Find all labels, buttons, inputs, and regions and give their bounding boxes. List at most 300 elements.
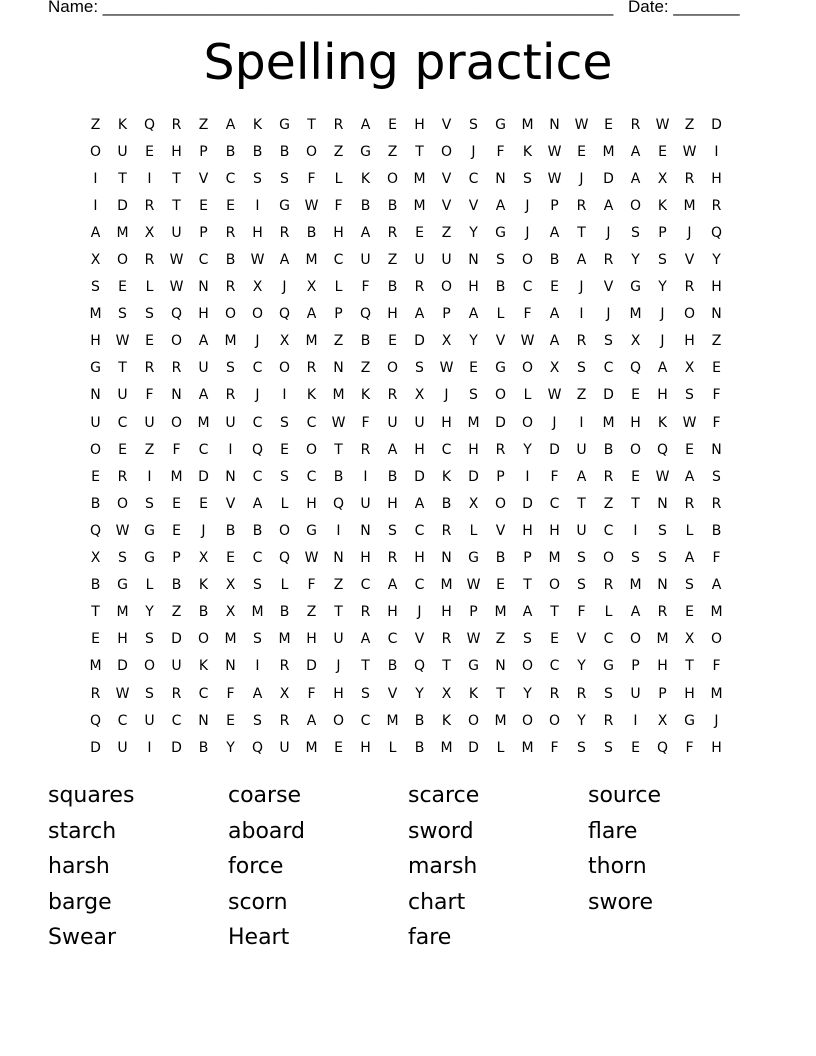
grid-letter: R xyxy=(171,360,182,377)
grid-letter: U xyxy=(360,495,371,512)
grid-letter: Q xyxy=(656,739,669,756)
grid-letter: G xyxy=(279,197,290,214)
grid-letter: O xyxy=(521,658,534,675)
grid-letter: V xyxy=(684,252,695,269)
grid-letter: G xyxy=(117,577,128,594)
grid-letter: T xyxy=(118,170,127,187)
grid-letter: G xyxy=(144,522,155,539)
grid-letter: J xyxy=(660,333,665,350)
grid-letter: O xyxy=(116,252,129,269)
grid-letter: R xyxy=(279,224,290,241)
grid-letter: J xyxy=(336,658,341,675)
grid-letter: A xyxy=(360,224,371,241)
grid-letter: C xyxy=(603,360,614,377)
grid-letter: S xyxy=(388,522,397,539)
grid-letter: Z xyxy=(576,387,587,404)
grid-letter: C xyxy=(549,495,560,512)
grid-letter: R xyxy=(171,116,182,133)
grid-letter: F xyxy=(496,143,505,160)
word-bank-item: sword xyxy=(408,818,474,844)
grid-letter: T xyxy=(307,116,316,133)
grid-letter: Z xyxy=(333,577,344,594)
grid-letter: V xyxy=(468,197,479,214)
grid-letter: W xyxy=(466,577,481,594)
word-bank-item: harsh xyxy=(48,854,110,880)
grid-letter: I xyxy=(255,658,260,675)
word-bank-item: thorn xyxy=(588,854,647,880)
grid-letter: W xyxy=(115,333,130,350)
grid-letter: C xyxy=(522,279,533,296)
grid-letter: W xyxy=(682,143,697,160)
word-bank-item: scorn xyxy=(228,889,288,915)
grid-letter: B xyxy=(90,577,101,594)
grid-letter: D xyxy=(468,468,479,485)
grid-letter: F xyxy=(361,279,370,296)
grid-letter: P xyxy=(199,224,208,241)
grid-letter: X xyxy=(90,252,101,269)
grid-letter: G xyxy=(684,712,695,729)
grid-letter: B xyxy=(360,333,371,350)
grid-letter: S xyxy=(712,468,721,485)
grid-letter: A xyxy=(252,495,263,512)
grid-letter: C xyxy=(198,685,209,702)
grid-letter: E xyxy=(550,279,559,296)
grid-letter: W xyxy=(250,252,265,269)
grid-letter: B xyxy=(252,143,263,160)
grid-letter: M xyxy=(170,468,183,485)
grid-letter: R xyxy=(225,387,236,404)
grid-letter: N xyxy=(657,577,668,594)
grid-letter: C xyxy=(117,712,128,729)
grid-letter: U xyxy=(117,739,128,756)
grid-letter: R xyxy=(576,333,587,350)
grid-letter: D xyxy=(522,495,533,512)
grid-letter: L xyxy=(496,306,505,323)
grid-letter: E xyxy=(199,197,208,214)
grid-letter: O xyxy=(548,577,561,594)
grid-letter: A xyxy=(657,360,668,377)
grid-letter: M xyxy=(251,604,264,621)
grid-letter: A xyxy=(549,306,560,323)
grid-letter: C xyxy=(468,170,479,187)
grid-letter: E xyxy=(604,116,613,133)
grid-letter: T xyxy=(577,224,586,241)
word-bank-item: chart xyxy=(408,889,466,915)
grid-letter: E xyxy=(172,495,181,512)
grid-letter: N xyxy=(225,468,236,485)
grid-letter: B xyxy=(333,468,344,485)
grid-letter: J xyxy=(525,197,530,214)
grid-letter: D xyxy=(549,441,560,458)
grid-letter: F xyxy=(712,414,721,431)
grid-letter: A xyxy=(711,577,722,594)
grid-letter: Y xyxy=(577,658,586,675)
grid-letter: X xyxy=(468,495,479,512)
grid-letter: D xyxy=(306,658,317,675)
grid-letter: E xyxy=(631,387,640,404)
grid-letter: L xyxy=(280,495,289,512)
grid-letter: M xyxy=(548,550,561,567)
grid-letter: Z xyxy=(603,495,614,512)
grid-letter: S xyxy=(469,116,478,133)
grid-letter: H xyxy=(360,550,371,567)
grid-letter: N xyxy=(711,441,722,458)
grid-letter: S xyxy=(631,224,640,241)
grid-letter: S xyxy=(280,170,289,187)
grid-letter: D xyxy=(603,170,614,187)
grid-letter: U xyxy=(171,224,182,241)
grid-letter: T xyxy=(334,604,343,621)
grid-letter: X xyxy=(225,604,236,621)
grid-letter: B xyxy=(198,604,209,621)
grid-letter: G xyxy=(495,360,506,377)
grid-letter: S xyxy=(523,631,532,648)
grid-letter: H xyxy=(549,522,560,539)
grid-letter: F xyxy=(145,387,154,404)
grid-letter: J xyxy=(660,306,665,323)
grid-letter: E xyxy=(469,360,478,377)
grid-letter: H xyxy=(414,441,425,458)
grid-letter: R xyxy=(684,170,695,187)
grid-letter: J xyxy=(606,224,611,241)
grid-letter: R xyxy=(90,685,101,702)
grid-letter: V xyxy=(198,170,209,187)
grid-letter: E xyxy=(685,604,694,621)
grid-letter: J xyxy=(552,414,557,431)
grid-letter: J xyxy=(687,224,692,241)
grid-letter: K xyxy=(657,414,668,431)
grid-letter: E xyxy=(118,441,127,458)
grid-letter: Q xyxy=(278,306,291,323)
grid-letter: U xyxy=(414,414,425,431)
grid-letter: B xyxy=(387,197,398,214)
grid-letter: W xyxy=(655,468,670,485)
grid-letter: G xyxy=(495,116,506,133)
grid-letter: V xyxy=(441,170,452,187)
grid-letter: D xyxy=(468,739,479,756)
word-bank-item: swore xyxy=(588,889,654,915)
grid-letter: M xyxy=(521,116,534,133)
grid-letter: S xyxy=(496,252,505,269)
grid-letter: K xyxy=(441,468,452,485)
grid-letter: A xyxy=(225,116,236,133)
grid-letter: A xyxy=(360,631,371,648)
grid-letter: L xyxy=(523,387,532,404)
grid-letter: R xyxy=(603,468,614,485)
grid-letter: C xyxy=(225,170,236,187)
grid-letter: R xyxy=(144,197,155,214)
grid-letter: M xyxy=(89,658,102,675)
grid-letter: M xyxy=(197,414,210,431)
grid-letter: U xyxy=(90,414,101,431)
grid-letter: P xyxy=(496,468,505,485)
grid-letter: B xyxy=(225,252,236,269)
grid-letter: H xyxy=(468,279,479,296)
grid-letter: V xyxy=(414,631,425,648)
grid-letter: G xyxy=(360,143,371,160)
grid-letter: S xyxy=(253,170,262,187)
grid-letter: S xyxy=(253,631,262,648)
grid-letter: W xyxy=(655,116,670,133)
grid-letter: M xyxy=(386,712,399,729)
grid-letter: Y xyxy=(469,333,478,350)
grid-letter: M xyxy=(629,577,642,594)
grid-letter: I xyxy=(228,441,233,458)
word-bank-item: Heart xyxy=(228,925,290,951)
grid-letter: O xyxy=(521,252,534,269)
grid-letter: V xyxy=(441,197,452,214)
grid-letter: C xyxy=(252,414,263,431)
grid-letter: A xyxy=(576,252,587,269)
grid-letter: O xyxy=(251,306,264,323)
grid-letter: H xyxy=(387,495,398,512)
grid-letter: A xyxy=(684,468,695,485)
grid-letter: A xyxy=(630,143,641,160)
grid-letter: R xyxy=(603,577,614,594)
grid-letter: R xyxy=(387,550,398,567)
grid-letter: J xyxy=(579,279,584,296)
grid-letter: M xyxy=(494,712,507,729)
grid-letter: X xyxy=(549,360,560,377)
grid-letter: X xyxy=(198,550,209,567)
grid-letter: N xyxy=(657,495,668,512)
grid-letter: R xyxy=(279,658,290,675)
grid-letter: N xyxy=(441,550,452,567)
grid-letter: R xyxy=(144,360,155,377)
grid-letter: T xyxy=(550,604,559,621)
grid-letter: Q xyxy=(143,116,156,133)
word-bank-item: squares xyxy=(48,783,135,809)
grid-letter: M xyxy=(710,685,723,702)
grid-letter: Y xyxy=(712,252,721,269)
grid-letter: D xyxy=(414,333,425,350)
grid-letter: C xyxy=(171,712,182,729)
grid-letter: Q xyxy=(332,495,345,512)
grid-letter: B xyxy=(90,495,101,512)
grid-letter: M xyxy=(710,604,723,621)
header-fields xyxy=(48,0,748,18)
grid-letter: O xyxy=(629,441,642,458)
grid-letter: V xyxy=(495,333,506,350)
grid-letter: N xyxy=(225,658,236,675)
grid-letter: K xyxy=(360,170,371,187)
grid-letter: J xyxy=(201,522,206,539)
grid-letter: W xyxy=(466,631,481,648)
grid-letter: S xyxy=(577,577,586,594)
grid-letter: O xyxy=(386,360,399,377)
grid-letter: H xyxy=(360,739,371,756)
grid-letter: F xyxy=(550,468,559,485)
grid-letter: Y xyxy=(658,279,667,296)
grid-letter: Z xyxy=(144,441,155,458)
grid-letter: H xyxy=(441,604,452,621)
grid-letter: O xyxy=(521,414,534,431)
grid-letter: A xyxy=(306,306,317,323)
grid-letter: O xyxy=(440,143,453,160)
grid-letter: U xyxy=(279,739,290,756)
grid-letter: G xyxy=(306,522,317,539)
grid-letter: F xyxy=(334,197,343,214)
grid-letter: S xyxy=(91,279,100,296)
grid-letter: N xyxy=(171,387,182,404)
word-bank-item: aboard xyxy=(228,818,306,844)
grid-letter: L xyxy=(280,577,289,594)
grid-letter: A xyxy=(387,441,398,458)
grid-letter: X xyxy=(684,631,695,648)
grid-letter: M xyxy=(413,197,426,214)
grid-letter: A xyxy=(549,224,560,241)
grid-letter: F xyxy=(712,387,721,404)
grid-letter: I xyxy=(147,739,152,756)
grid-letter: W xyxy=(304,197,319,214)
grid-letter: H xyxy=(306,495,317,512)
grid-letter: X xyxy=(441,685,452,702)
grid-letter: A xyxy=(198,333,209,350)
grid-letter: M xyxy=(521,739,534,756)
grid-letter: A xyxy=(90,224,101,241)
grid-letter: H xyxy=(387,604,398,621)
grid-letter: E xyxy=(145,143,154,160)
grid-letter: I xyxy=(525,468,530,485)
grid-letter: C xyxy=(333,252,344,269)
grid-letter: U xyxy=(117,387,128,404)
grid-letter: Q xyxy=(413,658,426,675)
grid-letter: Z xyxy=(360,360,371,377)
grid-letter: B xyxy=(603,441,614,458)
grid-letter: O xyxy=(494,387,507,404)
grid-letter: O xyxy=(521,360,534,377)
grid-letter: T xyxy=(442,658,451,675)
grid-letter: B xyxy=(414,739,425,756)
grid-letter: B xyxy=(495,550,506,567)
word-bank-item: barge xyxy=(48,889,112,915)
grid-letter: C xyxy=(252,550,263,567)
grid-letter: H xyxy=(711,170,722,187)
grid-letter: A xyxy=(522,604,533,621)
grid-letter: S xyxy=(253,577,262,594)
grid-letter: D xyxy=(117,197,128,214)
grid-letter: T xyxy=(118,360,127,377)
grid-letter: M xyxy=(278,631,291,648)
grid-letter: E xyxy=(658,143,667,160)
grid-letter: M xyxy=(305,739,318,756)
grid-letter: E xyxy=(118,279,127,296)
grid-letter: F xyxy=(307,685,316,702)
grid-letter: Z xyxy=(198,116,209,133)
grid-letter: I xyxy=(714,143,719,160)
grid-letter: B xyxy=(279,143,290,160)
grid-letter: Y xyxy=(523,685,532,702)
grid-letter: P xyxy=(658,224,667,241)
grid-letter: J xyxy=(255,333,260,350)
grid-letter: O xyxy=(467,712,480,729)
grid-letter: F xyxy=(550,739,559,756)
grid-letter: Q xyxy=(89,712,102,729)
grid-letter: Z xyxy=(90,116,101,133)
grid-letter: H xyxy=(90,333,101,350)
grid-letter: O xyxy=(521,712,534,729)
grid-letter: F xyxy=(685,739,694,756)
grid-letter: U xyxy=(225,414,236,431)
grid-letter: Z xyxy=(333,333,344,350)
grid-letter: D xyxy=(711,116,722,133)
grid-letter: S xyxy=(604,739,613,756)
grid-letter: E xyxy=(280,441,289,458)
grid-letter: N xyxy=(360,522,371,539)
grid-letter: A xyxy=(198,387,209,404)
grid-letter: N xyxy=(495,170,506,187)
grid-letter: N xyxy=(711,306,722,323)
grid-letter: R xyxy=(387,387,398,404)
grid-letter: L xyxy=(388,739,397,756)
grid-letter: E xyxy=(577,143,586,160)
grid-letter: H xyxy=(306,631,317,648)
grid-letter: B xyxy=(306,224,317,241)
grid-letter: C xyxy=(549,658,560,675)
grid-letter: L xyxy=(469,522,478,539)
grid-letter: H xyxy=(171,143,182,160)
grid-letter: E xyxy=(334,739,343,756)
grid-letter: Q xyxy=(278,550,291,567)
grid-letter: E xyxy=(226,197,235,214)
grid-letter: F xyxy=(172,441,181,458)
grid-letter: J xyxy=(579,170,584,187)
grid-letter: O xyxy=(602,550,615,567)
grid-letter: S xyxy=(253,712,262,729)
grid-letter: P xyxy=(199,143,208,160)
grid-letter: W xyxy=(304,550,319,567)
grid-letter: X xyxy=(441,333,452,350)
grid-letter: A xyxy=(252,685,263,702)
grid-letter: N xyxy=(549,116,560,133)
grid-letter: H xyxy=(441,414,452,431)
grid-letter: F xyxy=(712,658,721,675)
grid-letter: H xyxy=(657,387,668,404)
grid-letter: S xyxy=(145,685,154,702)
grid-letter: X xyxy=(252,279,263,296)
grid-letter: J xyxy=(714,712,719,729)
grid-letter: R xyxy=(576,685,587,702)
grid-letter: B xyxy=(414,712,425,729)
grid-letter: F xyxy=(307,577,316,594)
grid-letter: A xyxy=(387,577,398,594)
grid-letter: N xyxy=(198,712,209,729)
grid-letter: M xyxy=(683,197,696,214)
grid-letter: I xyxy=(93,197,98,214)
grid-letter: X xyxy=(279,685,290,702)
grid-letter: V xyxy=(387,685,398,702)
word-bank xyxy=(48,778,768,956)
grid-letter: R xyxy=(171,685,182,702)
grid-letter: C xyxy=(198,441,209,458)
grid-letter: S xyxy=(685,577,694,594)
grid-letter: G xyxy=(630,279,641,296)
grid-letter: Q xyxy=(629,360,642,377)
grid-letter: W xyxy=(115,522,130,539)
grid-letter: H xyxy=(711,739,722,756)
grid-letter: Z xyxy=(495,631,506,648)
grid-letter: S xyxy=(415,360,424,377)
grid-letter: K xyxy=(657,197,668,214)
grid-letter: V xyxy=(603,279,614,296)
grid-letter: M xyxy=(602,414,615,431)
grid-letter: L xyxy=(145,577,154,594)
grid-letter: G xyxy=(468,658,479,675)
grid-letter: M xyxy=(305,333,318,350)
word-bank-item: force xyxy=(228,854,284,880)
grid-letter: M xyxy=(440,577,453,594)
grid-letter: C xyxy=(306,414,317,431)
